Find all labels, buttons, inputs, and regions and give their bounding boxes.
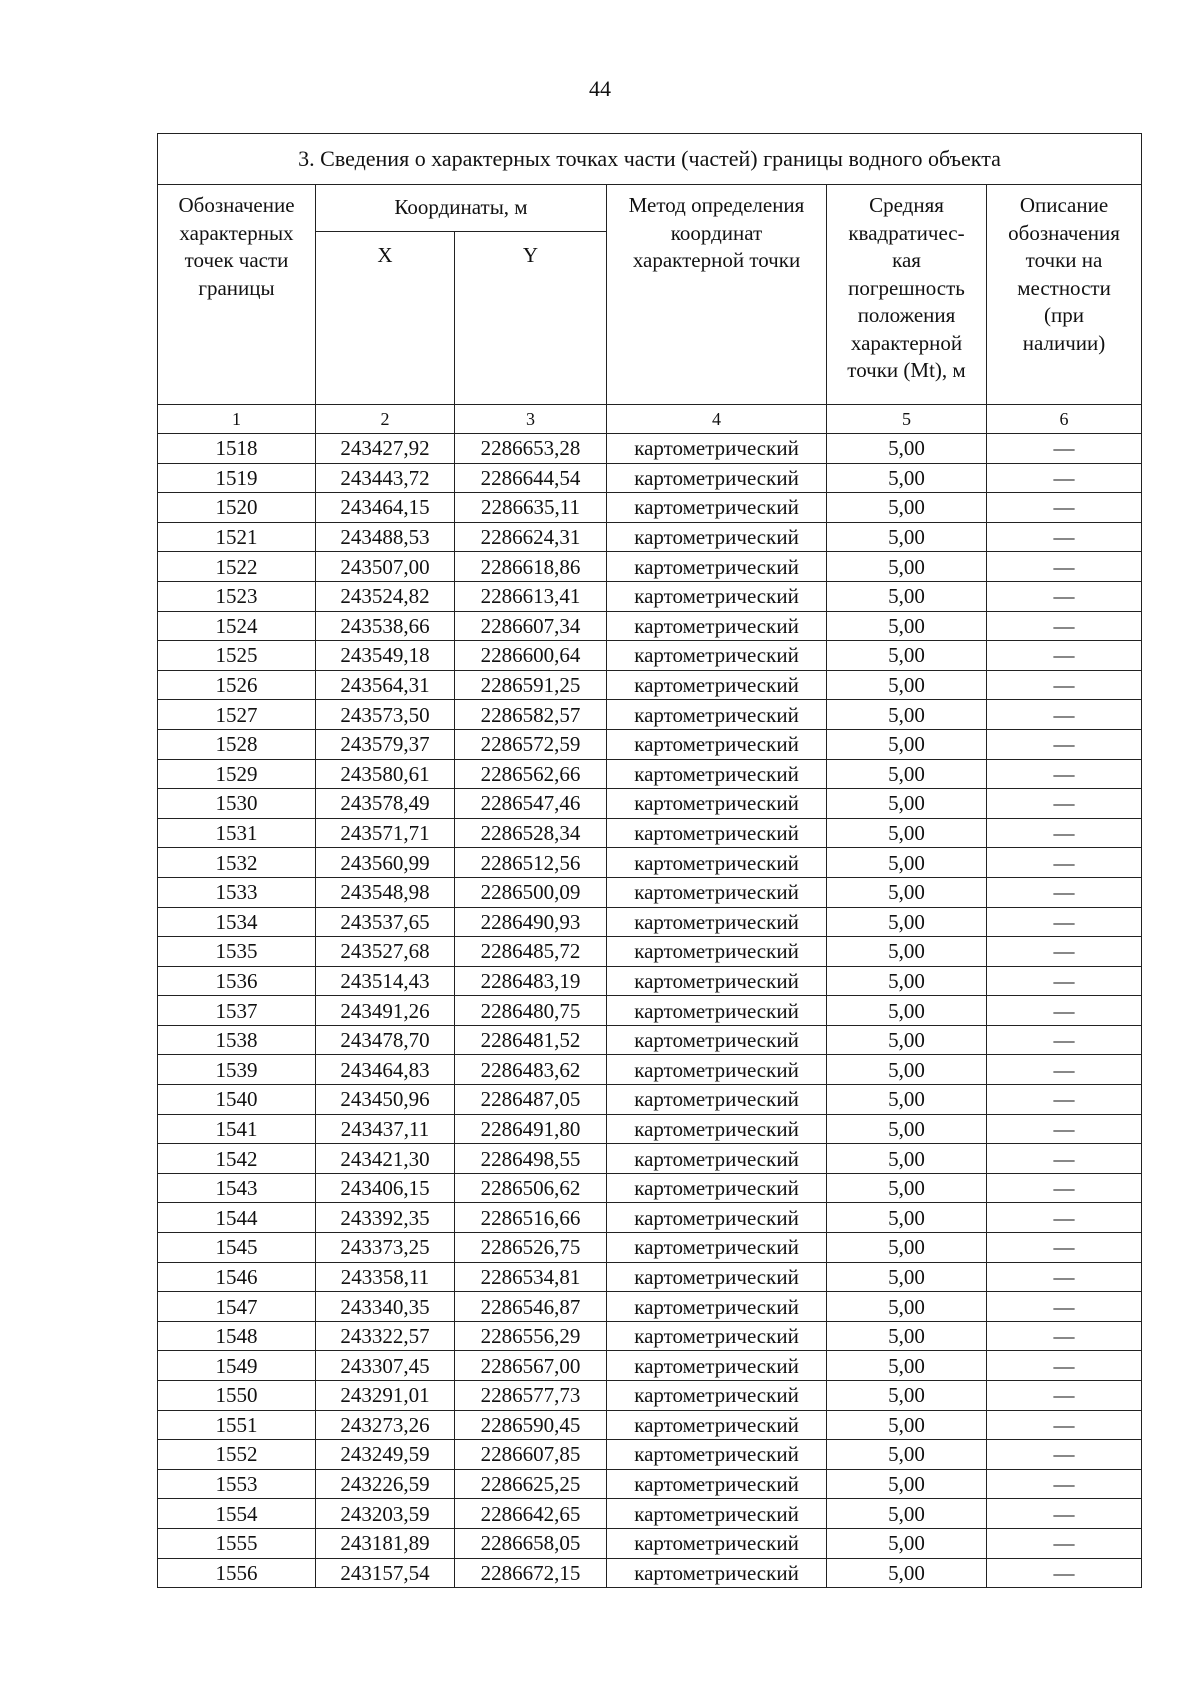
cell-description: —	[987, 966, 1142, 996]
table-row	[158, 759, 1142, 789]
cell-method: картометрический	[607, 1085, 827, 1115]
cell-error: 5,00	[827, 1025, 987, 1055]
cell-description: —	[987, 641, 1142, 671]
header-x: X	[316, 232, 455, 405]
cell-method: картометрический	[607, 1144, 827, 1174]
cell-x: 243373,25	[316, 1233, 455, 1263]
cell-y: 2286624,31	[455, 522, 607, 552]
cell-error: 5,00	[827, 1262, 987, 1292]
boundary-points-table	[157, 133, 1142, 1588]
cell-x: 243226,59	[316, 1469, 455, 1499]
cell-error: 5,00	[827, 789, 987, 819]
cell-error: 5,00	[827, 611, 987, 641]
cell-y: 2286481,52	[455, 1025, 607, 1055]
table-row	[158, 1233, 1142, 1263]
table-row	[158, 1055, 1142, 1085]
table-row	[158, 1262, 1142, 1292]
cell-x: 243573,50	[316, 700, 455, 730]
cell-y: 2286572,59	[455, 729, 607, 759]
cell-error: 5,00	[827, 1055, 987, 1085]
cell-point: 1540	[158, 1085, 316, 1115]
cell-y: 2286485,72	[455, 937, 607, 967]
table-body	[158, 434, 1142, 1588]
cell-x: 243340,35	[316, 1292, 455, 1322]
cell-y: 2286546,87	[455, 1292, 607, 1322]
cell-x: 243478,70	[316, 1025, 455, 1055]
cell-point: 1530	[158, 789, 316, 819]
cell-description: —	[987, 493, 1142, 523]
cell-method: картометрический	[607, 1292, 827, 1322]
cell-point: 1525	[158, 641, 316, 671]
cell-error: 5,00	[827, 641, 987, 671]
cell-method: картометрический	[607, 434, 827, 464]
table-row	[158, 1440, 1142, 1470]
cell-y: 2286672,15	[455, 1558, 607, 1588]
column-number: 1	[158, 405, 316, 434]
cell-method: картометрический	[607, 463, 827, 493]
cell-description: —	[987, 759, 1142, 789]
cell-y: 2286582,57	[455, 700, 607, 730]
cell-description: —	[987, 1499, 1142, 1529]
cell-error: 5,00	[827, 1233, 987, 1263]
table-row	[158, 907, 1142, 937]
cell-method: картометрический	[607, 1351, 827, 1381]
cell-error: 5,00	[827, 552, 987, 582]
cell-error: 5,00	[827, 1499, 987, 1529]
cell-point: 1537	[158, 996, 316, 1026]
cell-error: 5,00	[827, 848, 987, 878]
cell-method: картометрический	[607, 789, 827, 819]
table-row	[158, 1499, 1142, 1529]
cell-point: 1532	[158, 848, 316, 878]
cell-description: —	[987, 1558, 1142, 1588]
cell-description: —	[987, 1410, 1142, 1440]
cell-method: картометрический	[607, 552, 827, 582]
cell-description: —	[987, 1085, 1142, 1115]
table-row	[158, 1528, 1142, 1558]
cell-y: 2286642,65	[455, 1499, 607, 1529]
table-row	[158, 1351, 1142, 1381]
cell-description: —	[987, 789, 1142, 819]
table-row	[158, 1144, 1142, 1174]
header-method: Метод определения координат характерной точки	[607, 185, 827, 405]
cell-point: 1520	[158, 493, 316, 523]
table-row	[158, 937, 1142, 967]
table-row	[158, 789, 1142, 819]
cell-x: 243181,89	[316, 1528, 455, 1558]
cell-point: 1541	[158, 1114, 316, 1144]
cell-x: 243358,11	[316, 1262, 455, 1292]
cell-y: 2286607,34	[455, 611, 607, 641]
cell-error: 5,00	[827, 670, 987, 700]
table-row	[158, 1203, 1142, 1233]
cell-error: 5,00	[827, 818, 987, 848]
cell-error: 5,00	[827, 1410, 987, 1440]
cell-description: —	[987, 522, 1142, 552]
cell-method: картометрический	[607, 1173, 827, 1203]
cell-x: 243488,53	[316, 522, 455, 552]
cell-method: картометрический	[607, 1499, 827, 1529]
cell-point: 1521	[158, 522, 316, 552]
cell-description: —	[987, 729, 1142, 759]
cell-x: 243527,68	[316, 937, 455, 967]
cell-method: картометрический	[607, 966, 827, 996]
column-number: 6	[987, 405, 1142, 434]
cell-point: 1549	[158, 1351, 316, 1381]
column-number-row	[158, 405, 1142, 434]
cell-method: картометрический	[607, 700, 827, 730]
cell-error: 5,00	[827, 1381, 987, 1411]
cell-y: 2286607,85	[455, 1440, 607, 1470]
cell-x: 243291,01	[316, 1381, 455, 1411]
cell-y: 2286644,54	[455, 463, 607, 493]
cell-description: —	[987, 1173, 1142, 1203]
table-row	[158, 700, 1142, 730]
cell-x: 243578,49	[316, 789, 455, 819]
cell-y: 2286500,09	[455, 877, 607, 907]
cell-x: 243524,82	[316, 581, 455, 611]
cell-method: картометрический	[607, 848, 827, 878]
cell-point: 1543	[158, 1173, 316, 1203]
cell-x: 243514,43	[316, 966, 455, 996]
cell-x: 243579,37	[316, 729, 455, 759]
page-number: 44	[589, 76, 611, 101]
cell-error: 5,00	[827, 1469, 987, 1499]
cell-x: 243421,30	[316, 1144, 455, 1174]
cell-method: картометрический	[607, 907, 827, 937]
cell-point: 1523	[158, 581, 316, 611]
cell-point: 1552	[158, 1440, 316, 1470]
cell-method: картометрический	[607, 877, 827, 907]
cell-method: картометрический	[607, 937, 827, 967]
cell-point: 1542	[158, 1144, 316, 1174]
cell-error: 5,00	[827, 996, 987, 1026]
cell-x: 243406,15	[316, 1173, 455, 1203]
table-row	[158, 522, 1142, 552]
table-row	[158, 877, 1142, 907]
cell-description: —	[987, 907, 1142, 937]
cell-point: 1526	[158, 670, 316, 700]
cell-x: 243157,54	[316, 1558, 455, 1588]
cell-point: 1522	[158, 552, 316, 582]
cell-y: 2286618,86	[455, 552, 607, 582]
cell-point: 1545	[158, 1233, 316, 1263]
cell-x: 243564,31	[316, 670, 455, 700]
cell-description: —	[987, 937, 1142, 967]
cell-y: 2286547,46	[455, 789, 607, 819]
cell-point: 1553	[158, 1469, 316, 1499]
cell-x: 243437,11	[316, 1114, 455, 1144]
cell-method: картометрический	[607, 1055, 827, 1085]
cell-description: —	[987, 1528, 1142, 1558]
cell-point: 1533	[158, 877, 316, 907]
cell-y: 2286658,05	[455, 1528, 607, 1558]
cell-error: 5,00	[827, 759, 987, 789]
cell-error: 5,00	[827, 1144, 987, 1174]
cell-error: 5,00	[827, 434, 987, 464]
cell-description: —	[987, 818, 1142, 848]
cell-description: —	[987, 1292, 1142, 1322]
cell-method: картометрический	[607, 581, 827, 611]
cell-y: 2286512,56	[455, 848, 607, 878]
cell-error: 5,00	[827, 1292, 987, 1322]
cell-x: 243548,98	[316, 877, 455, 907]
table-row	[158, 581, 1142, 611]
cell-description: —	[987, 700, 1142, 730]
cell-y: 2286491,80	[455, 1114, 607, 1144]
cell-method: картометрический	[607, 522, 827, 552]
cell-method: картометрический	[607, 996, 827, 1026]
cell-error: 5,00	[827, 1173, 987, 1203]
cell-description: —	[987, 877, 1142, 907]
table-row	[158, 552, 1142, 582]
table-row	[158, 611, 1142, 641]
cell-y: 2286483,19	[455, 966, 607, 996]
cell-point: 1524	[158, 611, 316, 641]
cell-y: 2286490,93	[455, 907, 607, 937]
cell-y: 2286480,75	[455, 996, 607, 1026]
cell-method: картометрический	[607, 729, 827, 759]
cell-description: —	[987, 1114, 1142, 1144]
cell-point: 1554	[158, 1499, 316, 1529]
cell-y: 2286590,45	[455, 1410, 607, 1440]
cell-point: 1534	[158, 907, 316, 937]
cell-method: картометрический	[607, 1233, 827, 1263]
table-row	[158, 966, 1142, 996]
cell-point: 1547	[158, 1292, 316, 1322]
table-row	[158, 818, 1142, 848]
cell-y: 2286577,73	[455, 1381, 607, 1411]
cell-description: —	[987, 1203, 1142, 1233]
cell-error: 5,00	[827, 1114, 987, 1144]
header-point-designation: Обозначение характерных точек части границы	[158, 185, 316, 405]
cell-y: 2286528,34	[455, 818, 607, 848]
cell-description: —	[987, 552, 1142, 582]
cell-y: 2286625,25	[455, 1469, 607, 1499]
table-row	[158, 434, 1142, 464]
cell-x: 243537,65	[316, 907, 455, 937]
cell-description: —	[987, 1351, 1142, 1381]
cell-method: картометрический	[607, 1203, 827, 1233]
cell-description: —	[987, 1381, 1142, 1411]
cell-point: 1546	[158, 1262, 316, 1292]
cell-x: 243464,15	[316, 493, 455, 523]
cell-error: 5,00	[827, 729, 987, 759]
cell-y: 2286635,11	[455, 493, 607, 523]
cell-description: —	[987, 1055, 1142, 1085]
cell-x: 243443,72	[316, 463, 455, 493]
cell-error: 5,00	[827, 1558, 987, 1588]
cell-point: 1538	[158, 1025, 316, 1055]
cell-method: картометрический	[607, 1114, 827, 1144]
column-number: 2	[316, 405, 455, 434]
cell-point: 1531	[158, 818, 316, 848]
cell-x: 243491,26	[316, 996, 455, 1026]
table-row	[158, 1558, 1142, 1588]
cell-description: —	[987, 1144, 1142, 1174]
cell-error: 5,00	[827, 1528, 987, 1558]
cell-method: картометрический	[607, 1381, 827, 1411]
section-title: 3. Сведения о характерных точках части (частей) границы водного объекта	[158, 134, 1142, 185]
table-row	[158, 1173, 1142, 1203]
cell-method: картометрический	[607, 1440, 827, 1470]
cell-x: 243507,00	[316, 552, 455, 582]
cell-point: 1518	[158, 434, 316, 464]
cell-y: 2286498,55	[455, 1144, 607, 1174]
cell-x: 243560,99	[316, 848, 455, 878]
cell-description: —	[987, 1469, 1142, 1499]
column-number: 5	[827, 405, 987, 434]
cell-point: 1535	[158, 937, 316, 967]
cell-y: 2286567,00	[455, 1351, 607, 1381]
cell-y: 2286562,66	[455, 759, 607, 789]
cell-description: —	[987, 1440, 1142, 1470]
header-y: Y	[455, 232, 607, 405]
cell-point: 1551	[158, 1410, 316, 1440]
cell-x: 243538,66	[316, 611, 455, 641]
table-row	[158, 641, 1142, 671]
cell-x: 243450,96	[316, 1085, 455, 1115]
cell-y: 2286506,62	[455, 1173, 607, 1203]
table-row	[158, 1114, 1142, 1144]
cell-point: 1539	[158, 1055, 316, 1085]
cell-x: 243203,59	[316, 1499, 455, 1529]
cell-point: 1548	[158, 1321, 316, 1351]
cell-x: 243549,18	[316, 641, 455, 671]
cell-point: 1550	[158, 1381, 316, 1411]
cell-x: 243322,57	[316, 1321, 455, 1351]
cell-error: 5,00	[827, 1203, 987, 1233]
cell-y: 2286483,62	[455, 1055, 607, 1085]
cell-y: 2286653,28	[455, 434, 607, 464]
cell-method: картометрический	[607, 493, 827, 523]
cell-description: —	[987, 996, 1142, 1026]
column-number: 3	[455, 405, 607, 434]
cell-description: —	[987, 463, 1142, 493]
cell-error: 5,00	[827, 581, 987, 611]
cell-x: 243307,45	[316, 1351, 455, 1381]
cell-description: —	[987, 848, 1142, 878]
cell-point: 1519	[158, 463, 316, 493]
table-row	[158, 996, 1142, 1026]
column-number: 4	[607, 405, 827, 434]
cell-y: 2286487,05	[455, 1085, 607, 1115]
cell-description: —	[987, 434, 1142, 464]
table-row	[158, 670, 1142, 700]
cell-y: 2286516,66	[455, 1203, 607, 1233]
cell-point: 1544	[158, 1203, 316, 1233]
cell-error: 5,00	[827, 877, 987, 907]
cell-y: 2286526,75	[455, 1233, 607, 1263]
cell-y: 2286556,29	[455, 1321, 607, 1351]
cell-method: картометрический	[607, 641, 827, 671]
cell-method: картометрический	[607, 759, 827, 789]
cell-y: 2286591,25	[455, 670, 607, 700]
cell-method: картометрический	[607, 1558, 827, 1588]
cell-x: 243580,61	[316, 759, 455, 789]
cell-description: —	[987, 611, 1142, 641]
cell-x: 243464,83	[316, 1055, 455, 1085]
cell-error: 5,00	[827, 1321, 987, 1351]
table-row	[158, 1381, 1142, 1411]
cell-point: 1527	[158, 700, 316, 730]
cell-method: картометрический	[607, 1262, 827, 1292]
cell-x: 243392,35	[316, 1203, 455, 1233]
cell-x: 243249,59	[316, 1440, 455, 1470]
table-row	[158, 1321, 1142, 1351]
table-row	[158, 1410, 1142, 1440]
cell-y: 2286600,64	[455, 641, 607, 671]
cell-method: картометрический	[607, 1528, 827, 1558]
cell-error: 5,00	[827, 522, 987, 552]
cell-error: 5,00	[827, 463, 987, 493]
cell-error: 5,00	[827, 937, 987, 967]
cell-point: 1536	[158, 966, 316, 996]
cell-description: —	[987, 1262, 1142, 1292]
cell-error: 5,00	[827, 700, 987, 730]
table-row	[158, 1025, 1142, 1055]
cell-method: картометрический	[607, 670, 827, 700]
cell-error: 5,00	[827, 1085, 987, 1115]
table-row	[158, 1469, 1142, 1499]
cell-error: 5,00	[827, 1351, 987, 1381]
cell-error: 5,00	[827, 493, 987, 523]
table-row	[158, 463, 1142, 493]
cell-point: 1529	[158, 759, 316, 789]
cell-error: 5,00	[827, 1440, 987, 1470]
table-row	[158, 848, 1142, 878]
cell-method: картометрический	[607, 1321, 827, 1351]
header-description: Описание обозначения точки на местности (при наличии)	[987, 185, 1142, 405]
header-coordinates: Координаты, м	[316, 185, 607, 232]
cell-point: 1556	[158, 1558, 316, 1588]
header-error: Средняя квадратичес- кая погрешность положения характерной точки (Mt), м	[827, 185, 987, 405]
cell-error: 5,00	[827, 966, 987, 996]
cell-description: —	[987, 1321, 1142, 1351]
cell-method: картометрический	[607, 1410, 827, 1440]
cell-description: —	[987, 1025, 1142, 1055]
table-row	[158, 1085, 1142, 1115]
cell-error: 5,00	[827, 907, 987, 937]
cell-description: —	[987, 670, 1142, 700]
cell-point: 1528	[158, 729, 316, 759]
cell-description: —	[987, 581, 1142, 611]
cell-x: 243273,26	[316, 1410, 455, 1440]
cell-description: —	[987, 1233, 1142, 1263]
cell-y: 2286534,81	[455, 1262, 607, 1292]
cell-x: 243571,71	[316, 818, 455, 848]
cell-method: картометрический	[607, 611, 827, 641]
table-row	[158, 729, 1142, 759]
cell-x: 243427,92	[316, 434, 455, 464]
cell-y: 2286613,41	[455, 581, 607, 611]
table-row	[158, 493, 1142, 523]
cell-method: картометрический	[607, 1469, 827, 1499]
cell-method: картометрический	[607, 1025, 827, 1055]
cell-method: картометрический	[607, 818, 827, 848]
table-row	[158, 1292, 1142, 1322]
cell-point: 1555	[158, 1528, 316, 1558]
